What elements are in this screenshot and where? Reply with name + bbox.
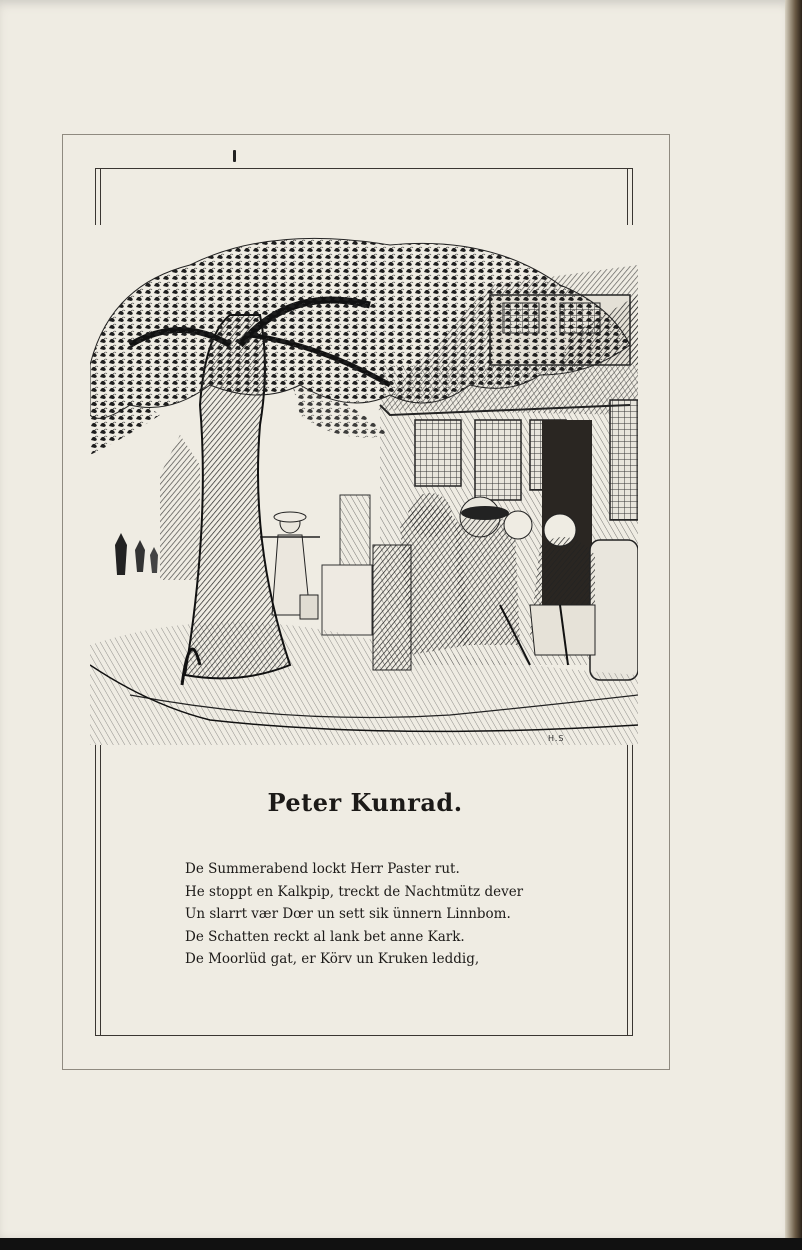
woodcut-illustration [90,225,638,745]
page-edge [785,0,802,1250]
verse-line: He stoppt en Kalkpip, treckt de Nachtmütz dever [185,883,524,900]
verse-line: De Schatten reckt al lank bet anne Kark. [185,928,465,945]
poem-title: Peter Kunrad. [267,788,463,817]
poem-verse [185,858,625,971]
verse-line: De Summerabend lockt Herr Paster rut. [185,861,460,877]
scan-border [0,1238,802,1250]
verse-line: De Moorlüd gat, er Körv un Kruken leddig, [185,951,480,968]
engraver-signature: H.S [548,734,565,743]
verse-line: Un slarrt vær Dœr un sett sik ünnern Linnbom. [185,906,511,923]
